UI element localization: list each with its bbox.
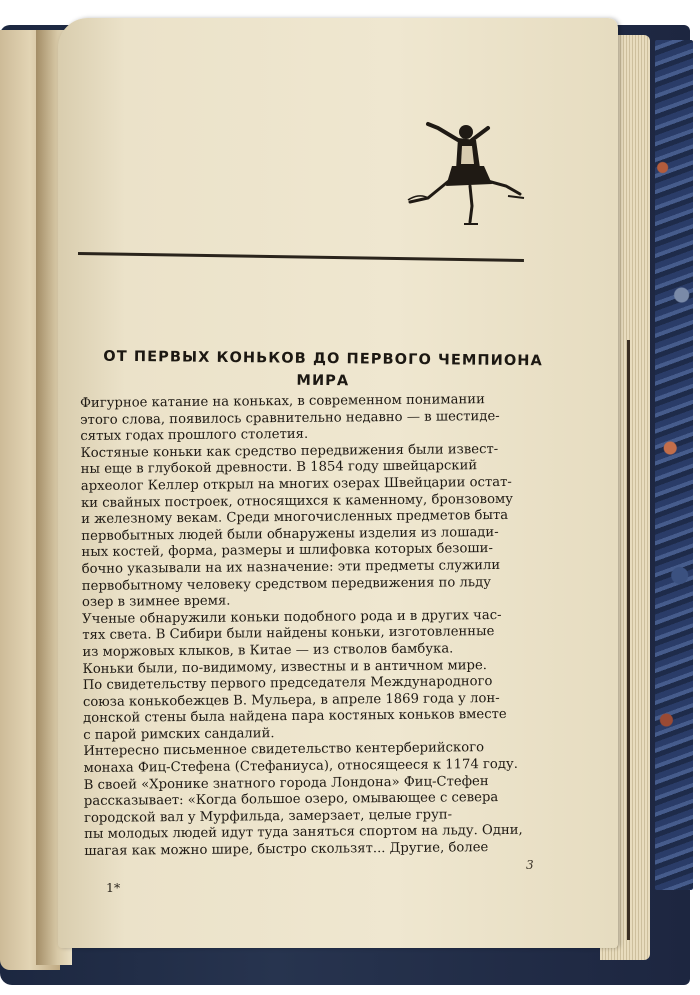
text-line: сятых годах прошлого столетия.: [80, 426, 309, 445]
text-line: городской вал у Мурфильда, замерзает, целые груп-: [83, 807, 453, 826]
text-line: шагая как можно шире, быстро скользят... Другие, более: [84, 840, 489, 860]
text-line: рассказывает: «Когда большое озеро, омывающее с севера: [83, 790, 499, 810]
signature-mark: 1*: [106, 880, 121, 895]
bookmark-ribbon: [627, 340, 630, 940]
text-line: союза конькобежцев В. Мульера, в апреле 1869 года у лон-: [82, 690, 500, 710]
text-line: из моржовых клыков, в Китае — из стволов бамбука.: [82, 641, 454, 660]
text-line: В своей «Хронике знатного города Лондона» Фиц-Стефен: [83, 773, 489, 793]
text-line: первобытных людей были обнаружены изделия из лошади-: [81, 524, 499, 544]
text-line: этого слова, появилось сравнительно недавно — в шестиде-: [80, 408, 500, 428]
page-number: 3: [526, 858, 534, 872]
text-line: По свидетельству первого председателя Международного: [82, 674, 493, 694]
text-line: ны еще в глубокой древности. В 1854 году швейцарский: [80, 458, 478, 478]
text-line: монаха Фиц-Стефена (Стефаниуса), относящееся к 1174 году.: [83, 756, 518, 777]
marbled-edge: [655, 40, 693, 890]
text-line: озер в зимнее время.: [81, 593, 231, 611]
text-line: первобытному человеку средством передвижения по льду: [81, 574, 492, 594]
text-line: тях света. В Сибири были найдены коньки, изготовленные: [82, 624, 495, 644]
chapter-rule: [78, 252, 524, 262]
text-line: ных костей, форма, размеры и шлифовка которых безоши-: [81, 541, 493, 561]
text-line: Фигурное катание на коньках, в современном понимании: [80, 392, 485, 411]
text-line: Костяные коньки как средство передвижения были извест-: [80, 441, 499, 461]
body-text: [80, 391, 570, 860]
text-line: донской стены была найдена пара костяных коньков вместе: [83, 707, 507, 727]
text-line: пы молодых людей идут туда заняться спортом на льду. Одни,: [84, 823, 523, 843]
book-page: [58, 18, 618, 948]
figure-skater-illustration: [398, 106, 528, 236]
text-line: Ученые обнаружили коньки подобного рода и в других час-: [82, 607, 502, 627]
text-line: ки свайных построек, относящихся к каменному, бронзовому: [80, 491, 514, 511]
text-line: бочно указывали на их назначение: эти предметы служили: [81, 557, 501, 577]
text-line: и железному векам. Среди многочисленных предметов быта: [81, 508, 509, 528]
text-line: Интересно письменное свидетельство кентерберийского: [83, 740, 485, 760]
chapter-title: [78, 345, 568, 394]
text-line: с парой римских сандалий.: [83, 726, 275, 743]
text-line: Коньки были, по-видимому, известны и в античном мире.: [82, 657, 488, 677]
chapter-title-line-2: МИРА: [296, 372, 350, 390]
text-line: археолог Келлер открыл на многих озерах Швейцарии остат-: [80, 474, 512, 494]
chapter-title-line-1: ОТ ПЕРВЫХ КОНЬКОВ ДО ПЕРВОГО ЧЕМПИОНА: [103, 348, 543, 370]
